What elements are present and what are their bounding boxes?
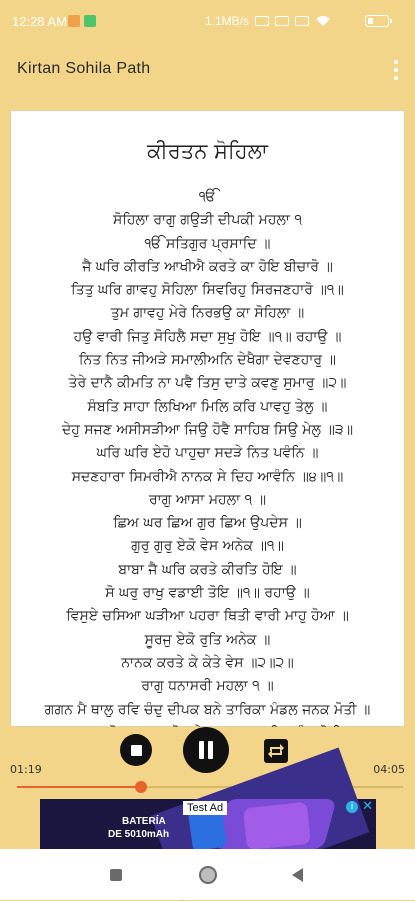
status-bar bbox=[0, 0, 415, 40]
page-title: ਕੀਰਤਨ ਸੋਹਿਲਾ bbox=[147, 139, 268, 163]
ad-text-line1: BATERÍA bbox=[122, 816, 166, 827]
verse-line: ਤੇਰੇ ਦਾਨੈ ਕੀਮਤਿ ਨਾ ਪਵੈ ਤਿਸੁ ਦਾਤੇ ਕਵਣੁ ਸੁਮਾਰੁ ॥੨॥ bbox=[68, 375, 347, 392]
recents-icon[interactable] bbox=[110, 869, 122, 881]
total-time: 04:05 bbox=[373, 763, 405, 776]
verse-line: ਤਿਤੁ ਘਰਿ ਗਾਵਹੁ ਸੋਹਿਲਾ ਸਿਵਰਿਹੁ ਸਿਰਜਣਹਾਰੋ ॥੧॥ bbox=[71, 282, 344, 299]
verse-line: ਗੁਰੁ ਗੁਰੁ ਏਕੋ ਵੇਸ ਅਨੇਕ ॥੧॥ bbox=[131, 538, 284, 555]
repeat-one-icon bbox=[261, 736, 291, 766]
stop-icon bbox=[131, 745, 142, 756]
whatsapp-icon bbox=[84, 15, 96, 27]
ad-close-icon[interactable]: ✕ bbox=[362, 799, 373, 814]
system-nav-bar bbox=[0, 849, 415, 900]
ad-text-line2: DE 5010mAh bbox=[108, 829, 170, 840]
network-status bbox=[205, 14, 331, 28]
network-speed: 1.1MB/s bbox=[205, 14, 250, 28]
app-bar bbox=[0, 40, 415, 100]
verse-line: ਨਾਨਕ ਕਰਤੇ ਕੇ ਕੇਤੇ ਵੇਸ ॥੨॥੨॥ bbox=[121, 654, 294, 671]
verse-line: ਰਾਗੁ ਧਨਾਸਰੀ ਮਹਲਾ ੧ ॥ bbox=[141, 678, 274, 695]
verse-line: ਸਦਣਹਾਰਾ ਸਿਮਰੀਐ ਨਾਨਕ ਸੇ ਦਿਹ ਆਵੰਨਿ ॥੪॥੧॥ bbox=[71, 468, 344, 485]
app-title: Kirtan Sohila Path bbox=[17, 60, 151, 77]
signal-icon bbox=[295, 16, 309, 26]
verse-line: ਜੈ ਘਰਿ ਕੀਰਤਿ ਆਖੀਐ ਕਰਤੇ ਕਾ ਹੋਇ ਬੀਚਾਰੋ ॥ bbox=[82, 258, 333, 275]
verse-line: ਸੂਰਜੁ ਏਕੋ ਰੁਤਿ ਅਨੇਕ ॥ bbox=[144, 631, 271, 648]
verse-line: ਗਗਨ ਮੈ ਥਾਲੁ ਰਵਿ ਚੰਦੁ ਦੀਪਕ ਬਨੇ ਤਾਰਿਕਾ ਮੰਡਲ ਜਨਕ ਮੋਤੀ ॥ bbox=[44, 701, 371, 718]
sim-icon bbox=[255, 16, 269, 26]
home-icon[interactable] bbox=[199, 866, 217, 884]
pause-icon bbox=[199, 741, 204, 759]
verse-line: ਤੁਮ ਗਾਵਹੁ ਮੇਰੇ ਨਿਰਭਉ ਕਾ ਸੋਹਿਲਾ ॥ bbox=[110, 305, 305, 322]
overflow-menu-icon[interactable] bbox=[391, 58, 401, 82]
verse-list bbox=[11, 186, 404, 745]
verse-line: ਦੇਹੁ ਸਜਣ ਅਸੀਸੜੀਆ ਜਿਉ ਹੋਵੈ ਸਾਹਿਬ ਸਿਉ ਮੇਲੁ ॥੩॥ bbox=[61, 421, 354, 438]
wifi-icon bbox=[315, 15, 331, 27]
ad-phone-image-2 bbox=[243, 802, 311, 850]
seek-thumb[interactable] bbox=[135, 781, 147, 793]
verse-line: ਸੰਬਤਿ ਸਾਹਾ ਲਿਖਿਆ ਮਿਲਿ ਕਰਿ ਪਾਵਹੁ ਤੇਲੁ ॥ bbox=[87, 398, 328, 415]
status-time: 12:28 AM bbox=[12, 14, 67, 29]
alarm-icon bbox=[68, 15, 80, 27]
verse-line: ਛਿਅ ਘਰ ਛਿਅ ਗੁਰ ਛਿਅ ਉਪਦੇਸ ॥ bbox=[113, 515, 302, 532]
ad-info-icon[interactable]: i bbox=[346, 801, 358, 813]
verse-line: ਹਉ ਵਾਰੀ ਜਿਤੁ ਸੋਹਿਲੈ ਸਦਾ ਸੁਖੁ ਹੋਇ ॥੧॥ ਰਹਾਉ ॥ bbox=[73, 328, 342, 345]
verse-line: ੴ ਸਤਿਗੁਰ ਪ੍ਰਸਾਦਿ ॥ bbox=[144, 235, 271, 252]
back-icon[interactable] bbox=[292, 868, 303, 882]
verse-line: ਸੋਹਿਲਾ ਰਾਗੁ ਗਉੜੀ ਦੀਪਕੀ ਮਹਲਾ ੧ bbox=[113, 212, 302, 229]
ad-label: Test Ad bbox=[183, 801, 227, 815]
verse-line: ਬਾਬਾ ਜੈ ਘਰਿ ਕਰਤੇ ਕੀਰਤਿ ਹੋਇ ॥ bbox=[118, 561, 297, 578]
verse-line: ਰਾਗੁ ਆਸਾ ਮਹਲਾ ੧ ॥ bbox=[148, 491, 267, 508]
ad-banner[interactable] bbox=[40, 799, 376, 849]
seek-progress bbox=[17, 786, 141, 788]
scripture-page[interactable] bbox=[10, 110, 405, 727]
stop-button[interactable] bbox=[120, 734, 152, 766]
sim-2-icon bbox=[275, 16, 289, 26]
elapsed-time: 01:19 bbox=[10, 763, 42, 776]
notification-icons bbox=[68, 15, 96, 27]
verse-line: ੴ bbox=[198, 189, 217, 205]
verse-line: ਘਰਿ ਘਰਿ ਏਹੋ ਪਾਹੁਚਾ ਸਦੜੇ ਨਿਤ ਪਵੰਨਿ ॥ bbox=[96, 445, 319, 462]
verse-line: ਨਿਤ ਨਿਤ ਜੀਅੜੇ ਸਮਾਲੀਅਨਿ ਦੇਖੈਗਾ ਦੇਵਣਹਾਰੁ ॥ bbox=[79, 352, 336, 369]
verse-line: ਵਿਸੁਏ ਚਸਿਆ ਘੜੀਆ ਪਹਰਾ ਥਿਤੀ ਵਾਰੀ ਮਾਹੁ ਹੋਆ ॥ bbox=[66, 608, 349, 625]
pause-button[interactable] bbox=[183, 727, 229, 773]
battery-icon bbox=[365, 15, 389, 27]
verse-line: ਸੋ ਘਰੁ ਰਾਖੁ ਵਡਾਈ ਤੋਇ ॥੧॥ ਰਹਾਉ ॥ bbox=[105, 585, 310, 602]
